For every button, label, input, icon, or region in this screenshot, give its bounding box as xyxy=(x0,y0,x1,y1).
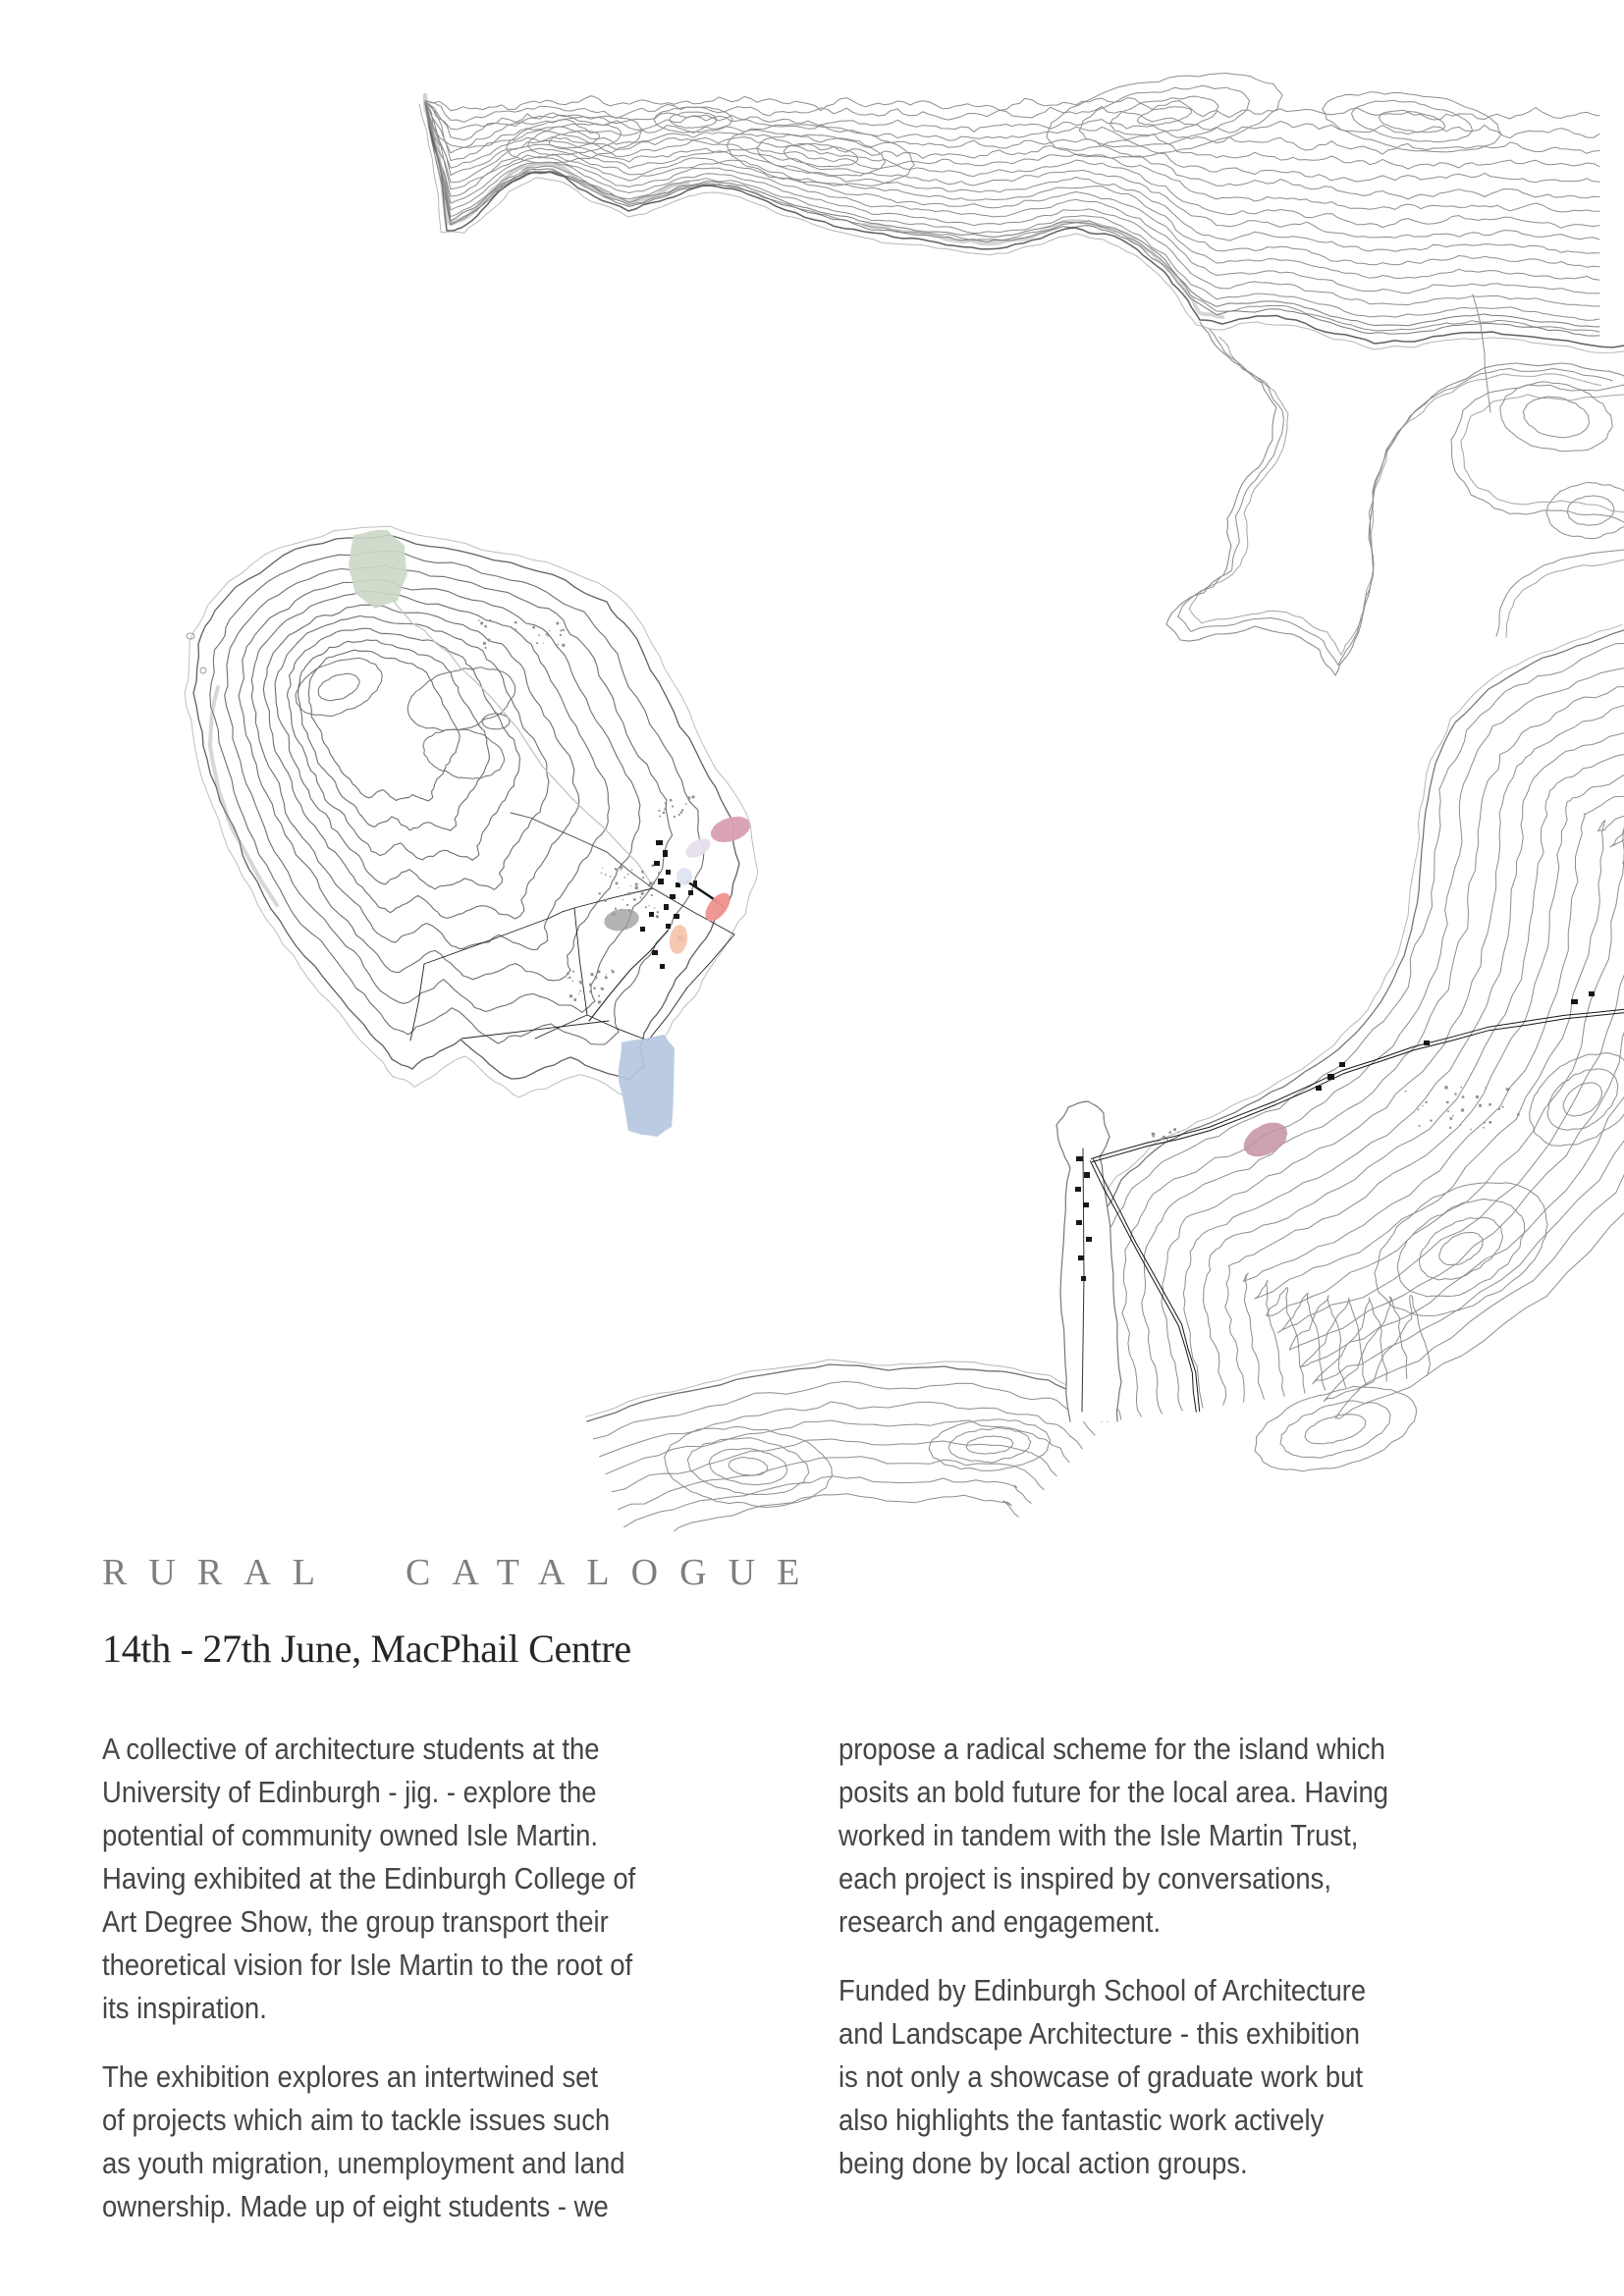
body-text-line: as youth migration, unemployment and land xyxy=(102,2147,625,2180)
body-text-line: A collective of architecture students at the xyxy=(102,1733,600,1766)
body-text-line: its inspiration. xyxy=(102,1992,267,2025)
body-text-line: Funded by Edinburgh School of Architecture xyxy=(839,1974,1367,2007)
paragraph xyxy=(839,1728,1388,1944)
body-text-line: The exhibition explores an intertwined set xyxy=(102,2060,599,2094)
body-text-line: posits an bold future for the local area. Having xyxy=(839,1776,1389,1809)
paragraph xyxy=(839,1969,1388,2185)
body-text-line: research and engagement. xyxy=(839,1905,1162,1939)
body-column-left xyxy=(102,1728,635,2228)
map-mainland xyxy=(585,624,1624,1531)
map-annotation-patches xyxy=(349,530,1287,1157)
peach-area-patch xyxy=(670,925,687,954)
pale-blue-area-patch xyxy=(677,868,692,885)
paragraph xyxy=(102,1728,635,2030)
rose-area-patch xyxy=(711,817,750,842)
event-dates-venue: 14th - 27th June, MacPhail Centre xyxy=(102,1627,631,1671)
map-top-landmass xyxy=(419,74,1624,353)
body-text-line: propose a radical scheme for the island which xyxy=(839,1733,1385,1766)
body-text-line: also highlights the fantastic work actively xyxy=(839,2104,1325,2137)
map-isle-martin xyxy=(185,526,758,1098)
body-text-line: is not only a showcase of graduate work but xyxy=(839,2060,1364,2094)
body-text-line: being done by local action groups. xyxy=(839,2147,1248,2180)
lavender-area-patch xyxy=(685,838,711,858)
page-title: RURAL CATALOGUE xyxy=(102,1552,822,1593)
body-text-line: each project is inspired by conversations, xyxy=(839,1862,1331,1896)
body-text-line: worked in tandem with the Isle Martin Trust, xyxy=(839,1819,1359,1852)
body-column-right xyxy=(839,1728,1388,2185)
green-area-patch xyxy=(349,530,407,609)
map-right-peninsula xyxy=(1166,294,1624,675)
body-text-line: Art Degree Show, the group transport their xyxy=(102,1905,609,1939)
body-text-line: theoretical vision for Isle Martin to the root of xyxy=(102,1949,633,1982)
body-text-line: Having exhibited at the Edinburgh College of xyxy=(102,1862,636,1896)
blue-area-patch xyxy=(619,1035,675,1137)
body-text-line: potential of community owned Isle Martin. xyxy=(102,1819,599,1852)
mauve-area-patch xyxy=(1244,1123,1288,1157)
body-text-line: of projects which aim to tackle issues such xyxy=(102,2104,611,2137)
body-text-line: and Landscape Architecture - this exhibition xyxy=(839,2017,1361,2051)
body-text-line: ownership. Made up of eight students - we xyxy=(102,2190,609,2223)
gray-area-patch xyxy=(604,909,638,932)
body-text-line: University of Edinburgh - jig. - explore the xyxy=(102,1776,597,1809)
paragraph xyxy=(102,2056,635,2228)
